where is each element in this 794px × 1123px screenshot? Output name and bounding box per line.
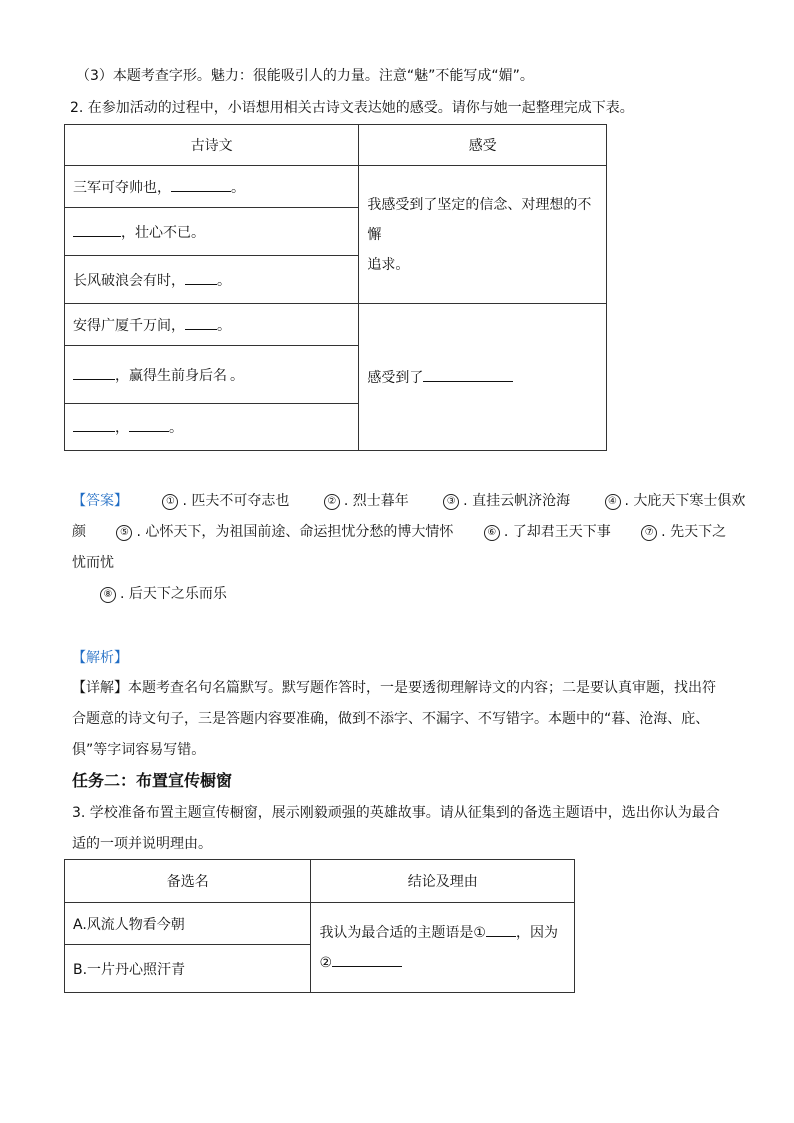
fill-blank[interactable] <box>423 367 513 382</box>
header-reason: 结论及理由 <box>311 860 575 903</box>
fill-blank[interactable] <box>129 417 169 432</box>
answer-item-4: ④ . 大庇天下寒士俱欢 <box>605 491 746 511</box>
option-a[interactable]: A.风流人物看今朝 <box>65 903 311 945</box>
table-row: ， 。 <box>65 404 607 451</box>
task2-heading: 任务二：布置宣传橱窗 <box>72 771 233 790</box>
table-row: 三军可夺帅也， 。 我感受到了坚定的信念、对理想的不懈 追求。 <box>65 166 607 208</box>
reason-cell: 我认为最合适的主题语是① ，因为 ② <box>311 903 575 993</box>
question-2: 2. 在参加活动的过程中，小语想用相关古诗文表达她的感受。请你与她一起整理完成下表。 <box>70 100 634 116</box>
table-row: ，壮心不已。 <box>65 208 607 256</box>
answer-item-2: ② . 烈士暮年 <box>324 491 409 511</box>
feeling-cell-2: 感受到了 <box>359 304 607 451</box>
fill-blank[interactable] <box>73 222 121 237</box>
fill-blank[interactable] <box>171 177 231 192</box>
fill-blank[interactable] <box>486 922 516 937</box>
analysis-line-3: 俱”等字词容易写错。 <box>72 742 206 758</box>
header-option: 备选名 <box>65 860 311 903</box>
answer-line-2: 颜 ⑤ . 心怀天下，为祖国前途、命运担忧分愁的博大情怀 ⑥ . 了却君王天下事 ⑦ . 先天下之 <box>72 524 727 540</box>
analysis-line-1: 【详解】本题考查名句名篇默写。默写题作答时，一是要透彻理解诗文的内容；二是要认真审题，找出符 <box>72 680 716 696</box>
fill-blank[interactable] <box>73 417 115 432</box>
answer-item-3: ③ . 直挂云帆济沧海 <box>443 491 570 511</box>
analysis-line-2: 合题意的诗文句子，三是答题内容要准确，做到不添字、不漏字、不写错字。本题中的“暮、沧海、庇、 <box>72 711 710 727</box>
option-b[interactable]: B.一片丹心照汗青 <box>65 945 311 993</box>
table-row: ，赢得生前身后名 。 <box>65 346 607 404</box>
answer-item-5: ⑤ . 心怀天下，为祖国前途、命运担忧分愁的博大情怀 <box>116 522 453 542</box>
question-3-line-2: 适的一项并说明理由。 <box>72 836 212 852</box>
answer-label: 【答案】 <box>72 493 128 509</box>
poetry-table <box>64 124 607 451</box>
question-3-line-1: 3. 学校准备布置主题宣传橱窗，展示刚毅顽强的英雄故事。请从征集到的备选主题语中，选出你认为最合 <box>72 805 720 821</box>
table-row: 长风破浪会有时， 。 <box>65 256 607 304</box>
feeling-cell-1: 我感受到了坚定的信念、对理想的不懈 追求。 <box>359 166 607 304</box>
analysis-label: 【解析】 <box>72 650 128 666</box>
answer-item-1: ① . 匹夫不可夺志也 <box>162 491 289 511</box>
fill-blank[interactable] <box>73 365 115 380</box>
table-row <box>65 903 575 945</box>
answer-item-8: ⑧ . 后天下之乐而乐 <box>100 584 227 604</box>
intro-line-1: （3）本题考查字形。魅力：很能吸引人的力量。注意“魅”不能写成“媚”。 <box>76 68 534 84</box>
header-feeling: 感受 <box>359 125 607 166</box>
answer-line-3: 忧而忧 <box>72 555 114 571</box>
answer-item-7: ⑦ . 先天下之 <box>641 522 726 542</box>
header-poetry: 古诗文 <box>65 125 359 166</box>
table-row: 安得广厦千万间， 。 感受到了 <box>65 304 607 346</box>
fill-blank[interactable] <box>185 270 217 285</box>
fill-blank[interactable] <box>332 952 402 967</box>
theme-table <box>64 859 575 993</box>
fill-blank[interactable] <box>185 315 217 330</box>
answer-item-6: ⑥ . 了却君王天下事 <box>484 522 611 542</box>
answer-line-1 <box>72 491 745 511</box>
